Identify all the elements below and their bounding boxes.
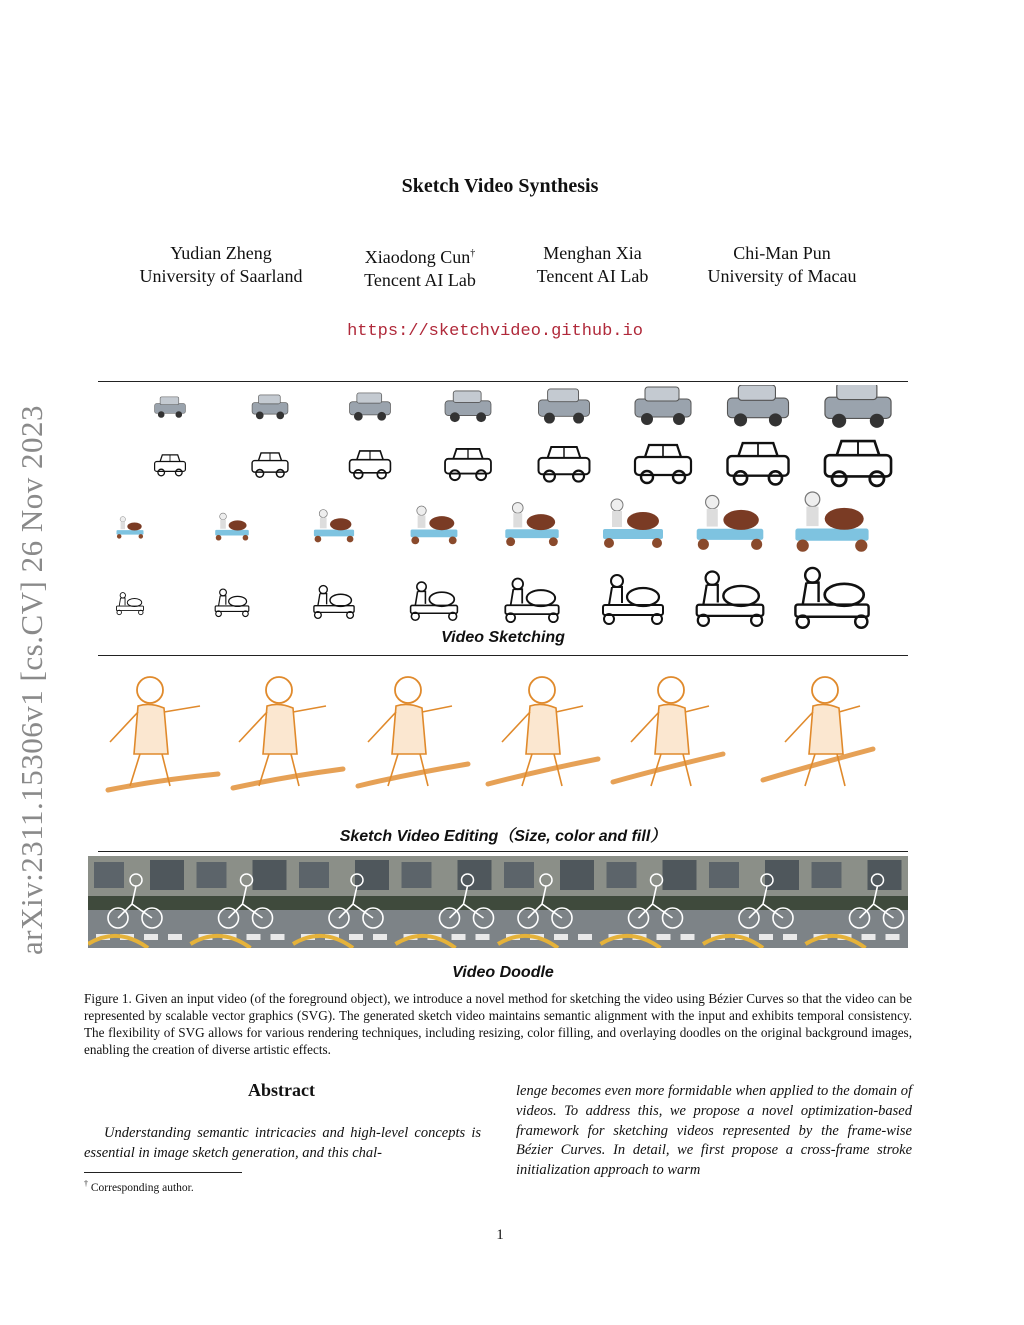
- author-name: Menghan Xia: [543, 243, 642, 263]
- abstract-left-column: Understanding semantic intricacies and high-level concepts is essential in image sketch generation, and this chal-: [84, 1125, 481, 1161]
- snowboarder-sketch: [488, 677, 598, 786]
- snowboarder-sketch: [613, 677, 723, 786]
- author-footnote-mark: †: [470, 248, 476, 259]
- video-sketching-grid: [98, 385, 908, 645]
- doodle-frame: [601, 856, 704, 948]
- label-video-doodle: Video Doodle: [452, 964, 554, 981]
- cart-sketch: [795, 568, 868, 628]
- author-affiliation: Tencent AI Lab: [536, 266, 649, 286]
- doodle-frame: [703, 856, 806, 948]
- car-sketch: [155, 455, 186, 476]
- car-sketch: [635, 445, 691, 483]
- car-sketch: [445, 449, 491, 480]
- car-photo: [350, 393, 391, 421]
- abstract-heading: Abstract: [248, 1080, 315, 1100]
- cart-sketch: [411, 582, 458, 620]
- label-video-sketching: Video Sketching: [441, 629, 565, 646]
- doodle-frame: [498, 856, 601, 948]
- footnote: [84, 1179, 194, 1194]
- author-affiliation: Tencent AI Lab: [364, 270, 476, 290]
- car-photo: [252, 395, 288, 419]
- doodle-frame: [88, 856, 191, 948]
- arxiv-side-stamp: arXiv:2311.15306v1 [cs.CV] 26 Nov 2023: [14, 405, 49, 955]
- car-photo: [825, 385, 891, 428]
- snowboarder-sketch: [233, 677, 343, 788]
- car-sketch: [539, 447, 590, 482]
- author-2: [340, 242, 500, 292]
- car-photo: [539, 389, 590, 424]
- figure-rule-3: [98, 851, 908, 852]
- figure-top-rule: [98, 381, 908, 382]
- cart-photo: [505, 503, 558, 547]
- car-sketch-row: [155, 441, 891, 486]
- figure-caption: Figure 1. Given an input video (of the foreground object), we introduce a novel method for sketching the video using Bézier Curves so that the video can be represented by scalable vector graphics (SVG). The generated sketch video maintains semantic alignment with the input and exhibits temporal consistency. The flexibility of SVG allows for various rendering techniques, including resizing, color filling, and overlaying doodles on the original background images, enabling the creation of diverse artistic effects.: [84, 991, 912, 1057]
- video-doodle-strip: [88, 856, 908, 948]
- cart-photo: [795, 492, 868, 552]
- doodle-frame: [293, 856, 396, 948]
- cart-photo: [603, 499, 663, 548]
- car-sketch: [350, 451, 391, 479]
- car-photo-row: [155, 385, 891, 428]
- author-4: [692, 242, 872, 288]
- author-1: [121, 242, 321, 288]
- author-name: Xiaodong Cun: [364, 247, 471, 267]
- doodle-frame: [191, 856, 294, 948]
- cart-photo: [697, 495, 764, 549]
- author-3: [515, 242, 670, 288]
- cart-sketch: [603, 575, 663, 624]
- car-photo: [727, 385, 788, 426]
- author-affiliation: University of Saarland: [139, 266, 303, 286]
- footnote-text: Corresponding author.: [90, 1181, 194, 1194]
- author-name: Chi-Man Pun: [733, 243, 831, 263]
- doodle-frame: [806, 856, 909, 948]
- cart-sketch: [314, 586, 354, 619]
- doodle-frame: [396, 856, 499, 948]
- label-sketch-video-editing: Sketch Video Editing（Size, color and fill）: [339, 828, 667, 845]
- cart-sketch: [215, 589, 249, 616]
- cart-sketch-row: [117, 568, 869, 628]
- car-sketch: [825, 441, 891, 486]
- snowboarder-sketch: [763, 677, 873, 786]
- author-affiliation: University of Macau: [707, 266, 857, 286]
- cart-photo: [215, 513, 249, 540]
- paper-title: Sketch Video Synthesis: [401, 175, 599, 197]
- footnote-rule: [84, 1172, 242, 1173]
- sketch-editing-row: [98, 662, 908, 807]
- cart-photo-row: [117, 492, 869, 552]
- project-url-link[interactable]: https://sketchvideo.github.io: [347, 322, 643, 341]
- page-number: 1: [496, 1227, 504, 1243]
- cart-sketch: [117, 593, 144, 615]
- footnote-mark: †: [84, 1179, 88, 1188]
- abstract-right-column: lenge becomes even more formidable when applied to the domain of videos. To address this, we propose a novel optimization-based framework for sketching videos represented by the frame-wise Bézier Curves. In detail, we first propose a cross-frame stroke initialization approach to warm: [516, 1083, 912, 1179]
- car-sketch: [252, 453, 288, 477]
- figure-rule-2: [98, 655, 908, 656]
- author-name: Yudian Zheng: [170, 243, 272, 263]
- car-photo: [635, 387, 691, 425]
- cart-photo: [314, 510, 354, 543]
- snowboarder-sketch: [108, 677, 218, 790]
- cart-sketch: [697, 571, 764, 625]
- cart-sketch: [505, 579, 558, 623]
- cart-photo: [411, 506, 458, 544]
- cart-photo: [117, 517, 144, 539]
- snowboarder-sketch: [358, 677, 468, 786]
- car-sketch: [727, 443, 788, 484]
- car-photo: [155, 397, 186, 418]
- car-photo: [445, 391, 491, 422]
